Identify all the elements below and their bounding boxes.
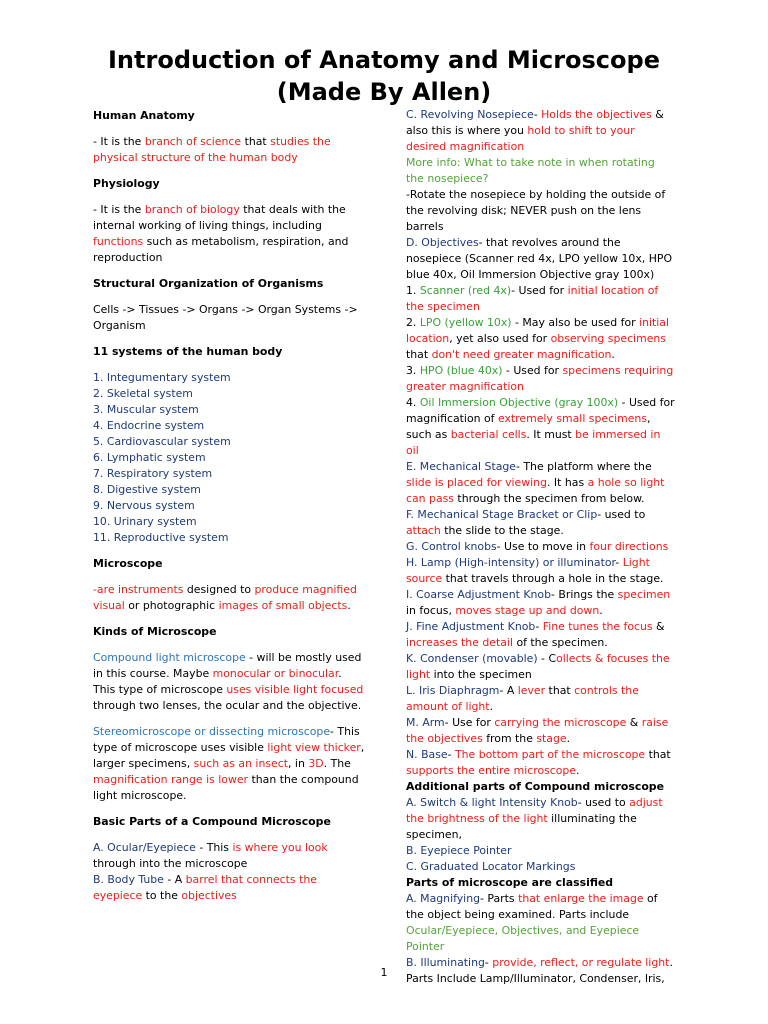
text-paragraph	[406, 507, 676, 539]
text-run: H. Lamp (High-intensity) or illuminator	[406, 556, 616, 569]
text-run: .	[566, 732, 571, 745]
text-run: that deals with the internal working of living things, including	[93, 203, 346, 232]
text-run: magnification range is lower	[93, 773, 249, 786]
text-run: Oil Immersion Objective (gray 100x)	[419, 396, 619, 409]
text-run: D. Objectives	[406, 236, 479, 249]
additional-parts-heading	[406, 779, 676, 795]
text-run: -	[447, 748, 455, 761]
text-run: lever	[517, 684, 546, 697]
text-paragraph	[93, 872, 365, 904]
text-paragraph	[93, 482, 365, 498]
text-run: into the specimen	[430, 668, 532, 681]
text-run: -are instruments	[93, 583, 184, 596]
text-run: objectives	[181, 889, 237, 902]
text-run: - will be mostly used in this course. Maybe	[93, 651, 362, 680]
text-paragraph	[93, 434, 365, 450]
text-run: that enlarge the image	[518, 892, 644, 905]
text-run: to the	[142, 889, 182, 902]
text-run: of the object being examined. Parts include	[406, 892, 658, 921]
text-run: Ocular/Eyepiece, Objectives, and Eyepiece Pointer	[406, 924, 640, 953]
text-paragraph	[406, 187, 676, 235]
text-run: 6. Lymphatic system	[93, 451, 206, 464]
text-run: - Used for	[511, 284, 568, 297]
text-run: Cells -> Tissues -> Organs -> Organ Systems -> Organism	[93, 303, 358, 332]
text-run: uses visible light focused	[226, 683, 364, 696]
text-run: initial location of the specimen	[406, 284, 659, 313]
title-line-2: (Made By Allen)	[276, 78, 492, 106]
text-run: F. Mechanical Stage Bracket or Clip	[406, 508, 598, 521]
text-paragraph	[406, 715, 676, 747]
text-run: 11 systems of the human body	[93, 345, 283, 358]
text-paragraph	[406, 859, 676, 875]
text-run: The bottom part of the microscope	[455, 748, 646, 761]
text-paragraph	[93, 386, 365, 402]
text-paragraph	[93, 450, 365, 466]
text-paragraph	[406, 891, 676, 955]
text-run: . It has	[547, 476, 588, 489]
text-run: from the	[482, 732, 537, 745]
text-run: LPO (yellow 10x)	[419, 316, 512, 329]
text-run: barrel that connects the eyepiece	[93, 873, 317, 902]
text-paragraph	[406, 107, 676, 155]
text-run: that	[645, 748, 671, 761]
text-run: illuminating the specimen,	[406, 812, 637, 841]
text-run: of the specimen.	[512, 636, 608, 649]
text-run: - Used for magnification of	[406, 396, 675, 425]
text-run: B. Eyepiece Pointer	[406, 844, 512, 857]
text-paragraph	[93, 650, 365, 714]
title-line-1: Introduction of Anatomy and Microscope	[108, 46, 660, 74]
text-run: produce magnified visual	[93, 583, 357, 612]
text-run: - Parts	[480, 892, 519, 905]
text-run: studies the physical structure of the human body	[93, 135, 331, 164]
text-run: Kinds of Microscope	[93, 625, 217, 638]
text-run: ollects & focuses the light	[406, 652, 670, 681]
text-run: functions	[93, 235, 144, 248]
text-paragraph	[406, 363, 676, 395]
text-run: adjust the brightness of the light	[406, 796, 663, 825]
text-run: , such as	[406, 412, 651, 441]
text-paragraph	[93, 582, 365, 614]
text-run: hold to shift to your desired magnification	[406, 124, 635, 153]
text-run: J. Fine Adjustment Knob	[406, 620, 536, 633]
body-systems-heading	[93, 344, 365, 360]
text-run: B. Illuminating	[406, 956, 485, 969]
text-run: designed to	[183, 583, 255, 596]
text-run: images of small objects	[218, 599, 348, 612]
text-paragraph	[406, 539, 676, 555]
text-paragraph	[93, 498, 365, 514]
text-run: - It is the	[93, 203, 145, 216]
text-run: - This type of microscope uses visible	[93, 725, 360, 754]
text-paragraph	[406, 283, 676, 315]
text-run: attach	[406, 524, 441, 537]
text-run: 10. Urinary system	[93, 515, 197, 528]
text-run: through into the microscope	[93, 857, 248, 870]
text-run: Parts of microscope are classified	[406, 876, 614, 889]
text-run: B. Body Tube	[93, 873, 164, 886]
text-run: . It must	[526, 428, 576, 441]
text-paragraph	[406, 235, 676, 283]
text-run: don't need greater magnification	[431, 348, 612, 361]
text-run: C. Graduated Locator Markings	[406, 860, 576, 873]
text-run: provide, reflect, or regulate light	[492, 956, 670, 969]
text-run: Structural Organization of Organisms	[93, 277, 324, 290]
text-run: - Brings the	[551, 588, 618, 601]
text-run: .	[347, 599, 351, 612]
text-run: 3D	[308, 757, 324, 770]
text-run: . Parts Include Lamp/Illuminator, Condenser, Iris,	[406, 956, 673, 985]
text-run: that	[406, 348, 432, 361]
text-run: is where you look	[232, 841, 328, 854]
text-run: N. Base	[406, 748, 448, 761]
text-paragraph	[93, 134, 365, 166]
text-run: 4.	[406, 396, 420, 409]
text-paragraph	[406, 395, 676, 459]
text-run: specimens requiring greater magnification	[406, 364, 674, 393]
text-run: that	[545, 684, 575, 697]
text-run: M. Arm	[406, 716, 445, 729]
text-run: such as metabolism, respiration, and reproduction	[93, 235, 349, 264]
text-paragraph	[93, 370, 365, 386]
text-paragraph	[93, 840, 365, 872]
text-run: E. Mechanical Stage	[406, 460, 517, 473]
text-run: More info: What to take note in when rotating the nosepiece?	[406, 156, 655, 185]
text-run: monocular or binocular	[212, 667, 339, 680]
text-run: 5. Cardiovascular system	[93, 435, 231, 448]
text-run: 7. Respiratory system	[93, 467, 213, 480]
text-run: 9. Nervous system	[93, 499, 195, 512]
text-run: .	[489, 700, 494, 713]
text-run: 1. Integumentary system	[93, 371, 231, 384]
text-run: - C	[537, 652, 557, 665]
text-run: controls the amount of light	[406, 684, 639, 713]
text-run: 3.	[406, 364, 420, 377]
text-run: moves stage up and down	[455, 604, 600, 617]
text-run: . The	[323, 757, 351, 770]
text-run: & also this is where you	[406, 108, 664, 137]
text-run: be immersed in oil	[406, 428, 661, 457]
text-run: Basic Parts of a Compound Microscope	[93, 815, 331, 828]
text-paragraph	[93, 514, 365, 530]
text-run: carrying the microscope	[494, 716, 627, 729]
text-paragraph	[406, 155, 676, 187]
text-run: K. Condenser (movable)	[406, 652, 538, 665]
text-paragraph	[406, 747, 676, 779]
text-run: &	[652, 620, 665, 633]
text-run: - The platform where the	[516, 460, 652, 473]
text-run: , in	[288, 757, 309, 770]
text-run: - that revolves around the nosepiece (Scanner red 4x, LPO yellow 10x, HPO blue 40x, Oil Immersion Objective gray 100x)	[406, 236, 673, 281]
text-run: - This	[195, 841, 233, 854]
text-paragraph	[93, 466, 365, 482]
text-run: C. Revolving Nosepiece	[406, 108, 534, 121]
page-number: 1	[380, 966, 388, 979]
text-paragraph	[93, 202, 365, 266]
basic-parts-heading	[93, 814, 365, 830]
text-run: Holds the objectives	[541, 108, 652, 121]
text-run: through two lenses, the ocular and the objective.	[93, 699, 362, 712]
text-run: Physiology	[93, 177, 160, 190]
text-run: four directions	[589, 540, 669, 553]
text-run: 2. Skeletal system	[93, 387, 193, 400]
text-paragraph	[406, 315, 676, 363]
kinds-heading	[93, 624, 365, 640]
text-run: .	[576, 764, 580, 777]
text-run: -	[535, 620, 543, 633]
text-run: raise the objectives	[406, 716, 669, 745]
text-run: G. Control knobs	[406, 540, 497, 553]
text-paragraph	[406, 587, 676, 619]
text-run: slide is placed for viewing	[406, 476, 547, 489]
text-run: specimen	[617, 588, 671, 601]
text-run: A. Switch & light Intensity Knob	[406, 796, 578, 809]
text-run: such as an insect	[193, 757, 288, 770]
text-run: -Rotate the nosepiece by holding the outside of the revolving disk; NEVER push on the lens barrels	[406, 188, 666, 233]
text-run: 3. Muscular system	[93, 403, 199, 416]
text-run: - A	[163, 873, 186, 886]
text-run: .	[599, 604, 603, 617]
text-run: - A	[499, 684, 518, 697]
parts-classified-heading	[406, 875, 676, 891]
text-run: - Used for	[502, 364, 563, 377]
text-run: a hole so light can pass	[406, 476, 665, 505]
text-paragraph	[93, 530, 365, 546]
text-paragraph	[93, 418, 365, 434]
text-run: in focus,	[406, 604, 456, 617]
text-run: -	[615, 556, 623, 569]
text-paragraph	[406, 619, 676, 651]
text-run: Stereomicroscope or dissecting microscope	[93, 725, 331, 738]
text-run: - Use for	[444, 716, 495, 729]
text-run: -	[533, 108, 542, 121]
microscope-heading	[93, 556, 365, 572]
text-run: - May also be used for	[511, 316, 640, 329]
text-run: A. Magnifying	[406, 892, 481, 905]
text-run: stage	[536, 732, 567, 745]
text-run: . This type of microscope	[93, 667, 342, 696]
text-run: 1.	[406, 284, 420, 297]
text-run: Fine tunes the focus	[542, 620, 653, 633]
text-paragraph	[406, 683, 676, 715]
text-run: branch of biology	[144, 203, 240, 216]
text-run: 2.	[406, 316, 420, 329]
text-paragraph	[406, 651, 676, 683]
text-run: Compound light microscope	[93, 651, 246, 664]
text-run: - used to	[597, 508, 646, 521]
text-run: branch of science	[144, 135, 242, 148]
text-run: I. Coarse Adjustment Knob	[406, 588, 551, 601]
text-run: Additional parts of Compound microscope	[406, 780, 664, 793]
text-paragraph	[406, 555, 676, 587]
text-run: , larger specimens,	[93, 741, 365, 770]
text-run: Light source	[406, 556, 650, 585]
text-paragraph	[93, 402, 365, 418]
text-paragraph	[93, 302, 365, 334]
text-run: - Use to move in	[496, 540, 590, 553]
text-run: than the compound light microscope.	[93, 773, 359, 802]
text-run: increases the detail	[406, 636, 513, 649]
text-run: - It is the	[93, 135, 145, 148]
text-run: HPO (blue 40x)	[419, 364, 503, 377]
structural-organization-heading	[93, 276, 365, 292]
text-run: .	[611, 348, 615, 361]
text-run: that travels through a hole in the stage.	[442, 572, 664, 585]
text-paragraph	[406, 459, 676, 507]
text-run: through the specimen from below.	[453, 492, 645, 505]
text-run: &	[626, 716, 642, 729]
physiology-heading	[93, 176, 365, 192]
text-run: Human Anatomy	[93, 109, 195, 122]
text-run: Microscope	[93, 557, 163, 570]
text-run: observing specimens	[550, 332, 666, 345]
text-run: - used to	[577, 796, 630, 809]
text-run: supports the entire microscope	[406, 764, 577, 777]
text-run: or photographic	[124, 599, 219, 612]
text-run: 8. Digestive system	[93, 483, 201, 496]
text-run: initial location	[406, 316, 670, 345]
text-run: bacterial cells	[450, 428, 527, 441]
text-run: -	[484, 956, 493, 969]
text-run: , yet also used for	[449, 332, 551, 345]
text-run: A. Ocular/Eyepiece	[93, 841, 196, 854]
human-anatomy-heading	[93, 108, 365, 124]
text-paragraph	[406, 843, 676, 859]
text-run: the slide to the stage.	[440, 524, 564, 537]
text-run: light view thicker	[267, 741, 361, 754]
right-column	[406, 107, 676, 987]
text-run: 11. Reproductive system	[93, 531, 229, 544]
document-title	[0, 44, 768, 108]
text-paragraph	[406, 795, 676, 843]
left-column	[93, 108, 365, 904]
text-run: 4. Endocrine system	[93, 419, 205, 432]
text-run: extremely small specimens	[497, 412, 647, 425]
text-run: Scanner (red 4x)	[419, 284, 512, 297]
text-paragraph	[93, 724, 365, 804]
text-run: L. Iris Diaphragm	[406, 684, 500, 697]
text-run: that	[241, 135, 271, 148]
